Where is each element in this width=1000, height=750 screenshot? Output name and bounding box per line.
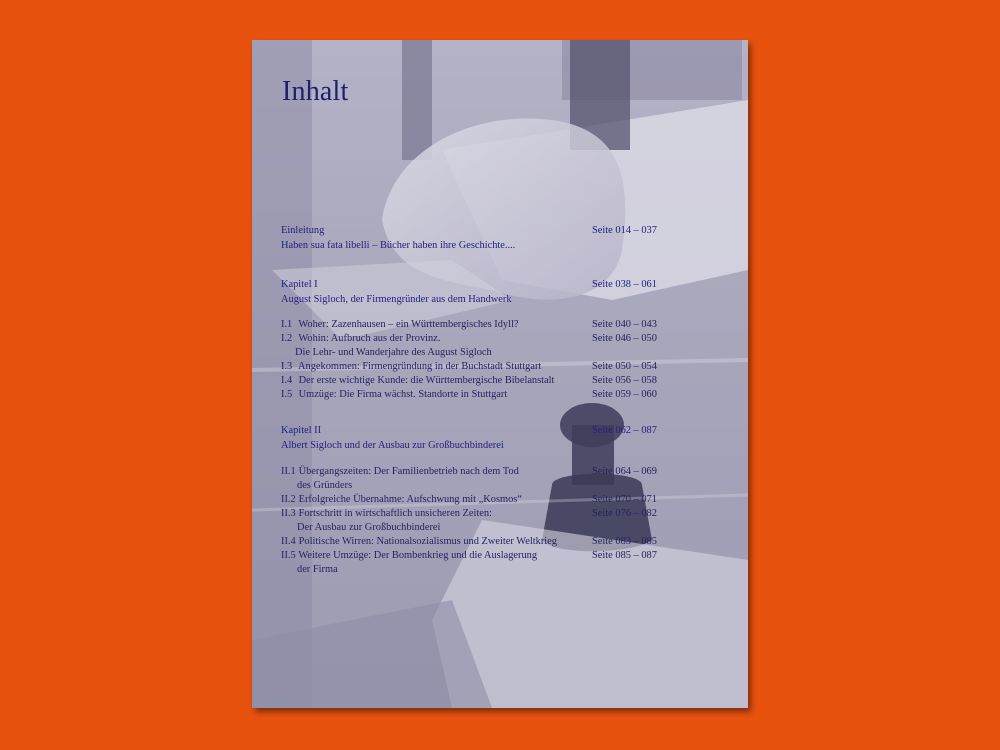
toc-label: Fortschritt in wirtschaftlich unsicheren Zeiten:	[298, 508, 492, 519]
toc-label: Erfolgreiche Übernahme: Aufschwung mit „Kosmos“	[298, 494, 522, 505]
toc-number: II.4	[281, 536, 296, 547]
toc-pages: Seite 056 – 058	[592, 375, 657, 386]
book-page	[252, 40, 748, 708]
toc-label: Woher: Zazenhausen – ein Württembergisches Idyll?	[298, 319, 519, 330]
toc-number: I.5	[281, 389, 293, 400]
toc-label: Albert Sigloch und der Ausbau zur Großbuchbinderei	[281, 440, 504, 451]
toc-pages: Seite 038 – 061	[592, 279, 657, 290]
toc-pages: Seite 064 – 069	[592, 466, 657, 477]
toc-pages: Seite 070 – 071	[592, 494, 657, 505]
toc-label-continuation: Der Ausbau zur Großbuchbinderei	[297, 522, 441, 533]
toc-number: II.1	[281, 466, 296, 477]
toc-pages: Seite 076 – 082	[592, 508, 657, 519]
toc-pages: Seite 046 – 050	[592, 333, 657, 344]
toc-label: Politische Wirren: Nationalsozialismus und Zweiter Weltkrieg	[298, 536, 557, 547]
toc-label: Kapitel I	[281, 279, 318, 290]
toc-label: Weitere Umzüge: Der Bombenkrieg und die Auslagerung	[298, 550, 538, 561]
toc-number: I.3	[281, 361, 293, 372]
toc-pages: Seite 062 – 087	[592, 425, 657, 436]
page-title: Inhalt	[282, 76, 349, 107]
toc-label-continuation: Die Lehr- und Wanderjahre des August Sigloch	[295, 347, 492, 358]
toc-label: Kapitel II	[281, 425, 322, 436]
toc-pages: Seite 050 – 054	[592, 361, 657, 372]
toc-label: Einleitung	[281, 225, 325, 236]
toc-label: Umzüge: Die Firma wächst. Standorte in Stuttgart	[298, 389, 508, 400]
toc-pages: Seite 083 – 085	[592, 536, 657, 547]
toc-label: Wohin: Aufbruch aus der Provinz.	[298, 333, 441, 344]
toc-pages: Seite 059 – 060	[592, 389, 657, 400]
toc-pages: Seite 085 – 087	[592, 550, 657, 561]
toc-label-continuation: der Firma	[297, 564, 338, 575]
toc-label-continuation: des Gründers	[297, 480, 353, 491]
toc-number: I.1	[281, 319, 293, 330]
toc-label: August Sigloch, der Firmengründer aus dem Handwerk	[281, 294, 512, 305]
toc-pages: Seite 040 – 043	[592, 319, 657, 330]
toc-number: I.2	[281, 333, 293, 344]
toc-label: Der erste wichtige Kunde: die Württembergische Bibelanstalt	[298, 375, 555, 386]
toc-number: I.4	[281, 375, 293, 386]
toc-label: Übergangszeiten: Der Familienbetrieb nach dem Tod	[298, 466, 519, 477]
toc-number: II.2	[281, 494, 296, 505]
toc-label: Haben sua fata libelli – Bücher haben ihre Geschichte....	[281, 240, 516, 251]
toc-number: II.3	[281, 508, 296, 519]
toc-label: Angekommen: Firmengründung in der Buchstadt Stuttgart	[298, 361, 542, 372]
toc-pages: Seite 014 – 037	[592, 225, 657, 236]
toc-number: II.5	[281, 550, 296, 561]
